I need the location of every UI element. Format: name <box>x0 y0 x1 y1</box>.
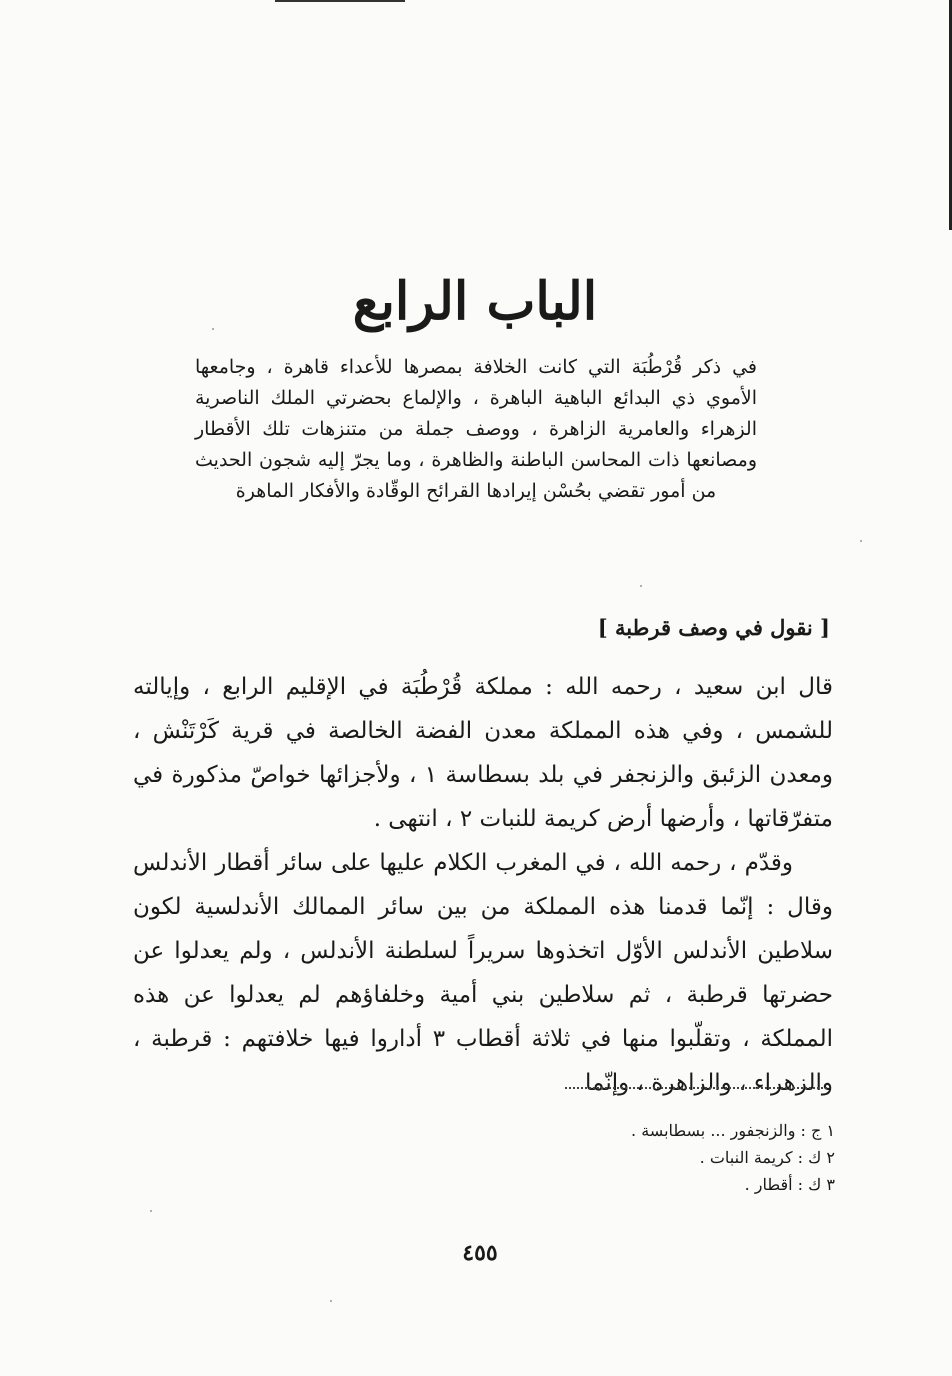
body-text <box>133 665 833 1105</box>
scan-speck <box>860 540 862 542</box>
chapter-title: الباب الرابع <box>352 271 598 332</box>
footnotes <box>480 1117 835 1198</box>
paragraph-1: قال ابن سعيد ، رحمه الله : مملكة قُرْطُبَة في الإقليم الرابع ، وإيالته للشمس ، وفي هذه المملكة معدن الفضة الخالصة في قرية كَرْتَنْش ، ومعدن الزئبق والزنجفر في بلد بسطاسة ١ ، ولأجزائها خواصّ مذكورة في متفرّقاتها ، وأرضها أرض كريمة للنبات ٢ ، انتهى . <box>133 674 833 832</box>
page-number: ٤٥٥ <box>462 1240 498 1266</box>
section-heading: [ نقول في وصف قرطبة ] <box>597 615 830 640</box>
scan-speck <box>330 1300 332 1302</box>
footnote-divider <box>565 1087 827 1089</box>
chapter-subtitle: في ذكر قُرْطُبَة التي كانت الخلافة بمصرها للأعداء قاهرة ، وجامعها الأموي ذي البدائع الباهية الباهرة ، والإلماع بحضرتي الملك الناصرية الزهراء والعامرية الزاهرة ، ووصف جملة من متنزهات تلك الأقطار ومصانعها ذات المحاسن الباطنة والظاهرة ، وما يجرّ إليه شجون الحديث من أمور تقضي بحُسْن إيرادها القرائح الوقّادة والأفكار الماهرة <box>195 356 757 502</box>
footnote-3: ٣ ك : أقطار . <box>744 1175 835 1194</box>
paragraph-2: وقدّم ، رحمه الله ، في المغرب الكلام عليها على سائر أقطار الأندلس وقال : إنّما قدمنا هذه المملكة من بين سائر الممالك الأندلسية لكون سلاطين الأندلس الأوّل اتخذوها سريراً لسلطنة الأندلس ، ولم يعدلوا عن حضرتها قرطبة ، ثم سلاطين بني أمية وخلفاؤهم لم يعدلوا عن هذه المملكة ، وتقلّبوا منها في ثلاثة أقطاب ٣ أداروا فيها خلافتهم : قرطبة ، والزهراء ، والزاهرة ، وإنّما <box>133 850 833 1096</box>
footnote-2: ٢ ك : كريمة النبات . <box>699 1148 835 1167</box>
scan-speck <box>150 1210 152 1212</box>
scan-speck <box>212 328 214 330</box>
scan-speck <box>640 585 642 587</box>
top-rule <box>275 0 405 2</box>
footnote-1: ١ ج : والزنجفور ... بسطابسة . <box>631 1121 835 1140</box>
